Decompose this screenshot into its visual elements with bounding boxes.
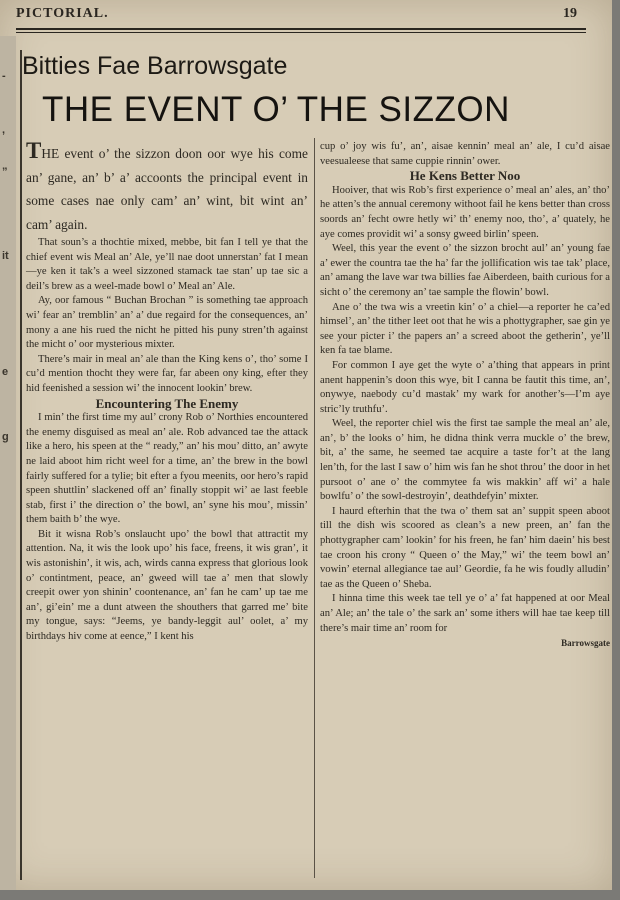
drop-cap: T — [26, 138, 42, 163]
column-divider — [314, 138, 315, 878]
margin-mark: g — [2, 431, 9, 443]
margin-mark: , — [2, 124, 6, 136]
paragraph: That soun’s a thochtie mixed, mebbe, bit fan I tell ye that the chief event wis Meal an’ Ale, ye’ll nae doot unnerstan’ fat I mean—ye ken it tak’s a weel sizzoned stamack tae stan’ up tae sic a deil’s brew as a weel-made bowl o’ Meal an’ Ale. — [26, 237, 308, 292]
article-column-right — [320, 140, 610, 651]
paragraph: Ane o’ the twa wis a vreetin kin’ o’ a chiel—a reporter he ca’ed himsel’, an’ the tither leet oot that he wis a phottygrapher, sae gin ye see your picter i’ the papers an’ a screed aboot the getherin’, ye’ll ken fa tae blame. — [320, 301, 610, 357]
paragraph: For common I aye get the wyte o’ a’thing that appears in print anent happenin’s doon this wye, bit I canna be fautit this time, an’, onywye, naebody cu’d mastak’ my wark for another’s—I’m aye stric’ly truthfu’. — [320, 359, 610, 415]
margin-mark: it — [2, 250, 9, 262]
header-rule — [16, 28, 586, 30]
article-column-left — [26, 138, 308, 645]
margin-mark: e — [2, 366, 9, 378]
margin-mark: - — [2, 70, 6, 82]
paragraph: cup o’ joy wis fu’, an’, aisae kennin’ meal an’ ale, I cu’d aisae veesualeese that same cuppie rinnin’ ower. — [320, 141, 610, 167]
page-number: 19 — [563, 6, 577, 21]
paragraph: I hinna time this week tae tell ye o’ a’ fat happened at oor Meal an’ Ale; an’ the tale o’ the sark an’ some ithers will hae tae keep till there’s mair time an’ room for — [320, 593, 610, 634]
paragraph: I haurd efterhin that the twa o’ them sat an’ suppit speen aboot till the dish wis scoored as clean’s a new preen, an’ fan the phottygrapher cam’ lookin’ for his freen, he fan’ him daein’ his best tae croon his crony “ Queen o’ the May,” wi’ the teem bowl an’ vowin’ eternal allegiance tae aul’ Geordie, fa he wis foudly alludin’ tae as the Queen o’ Sheba. — [320, 505, 610, 590]
lead-text: HE event o’ the sizzon doon oor wye his come an’ gane, an’ b’ a’ accoonts the principal event in some cases nae only cam’ an’ wint, bit wint an’ cam’ again. — [26, 146, 308, 232]
subheading: Encountering The Enemy — [95, 395, 239, 411]
article-left-border — [20, 50, 22, 880]
paragraph: Hooiver, that wis Rob’s first experience o’ meal an’ ales, an’ tho’ he atten’s the annual ceremony withoot fail he kens better than cross soords an’ fecht owre hetly wi’ th’ enemy noo, tho’, a’ quately, he aye comes providit wi’ a sonsy gweed birlin’ speen. — [320, 184, 610, 240]
paragraph: Ay, oor famous “ Buchan Brochan ” is something tae approach wi’ fear an’ tremblin’ an’ a’ due regaird for the consequences, an’ mony a ane his rued the nicht he pitted his puny stren’th against the micht o’ oor mysterious mixter. — [26, 295, 308, 351]
column-title: Bitties Fae Barrowsgate — [22, 52, 288, 80]
paragraph: I min’ the first time my aul’ crony Rob o’ Northies encountered the enemy disguised as meal an’ ale. Rob advanced tae the attack like a hero, his speen at the “ ready,” an’ his mou’ ditto, an’ awyte ne laid aboot him richt weel for a time, an’ the brew in the bowl fairly suffered for a tylie; bit efter a fyou meenits, oor hero’s rapid speen shuttlin’ slackened off an’ finally stoppit wi’ ae last feeble stab, first i’ the direction o’ the bowl, an’ syne his mou’, missin’ them baith b’ the wye. — [26, 412, 308, 526]
subheading: He Kens Better Noo — [409, 168, 521, 184]
margin-mark: ” — [2, 166, 8, 178]
header-rule-thin — [16, 32, 586, 33]
paragraph: Bit it wisna Rob’s onslaucht upo’ the bowl that attractit my attention. Na, it wis the look upo’ his face, freens, it wis gran’, it wis astonishin’, it wis, ach, wirds canna express that glorious look o’ contintment, peace, an’ gweed will tae a’ men that slowly creepit ower yon shinin’ coontenance, an’ fan he cam’ up tae me an’, gi’ein’ me a dunt atween the shouthers that garred me’ bite my tongue, says: “Jeems, ye bandy-leggit aul’ oolet, a’ my birthdays hiv come at eence,” I kent his — [26, 528, 308, 643]
paragraph: Weel, the reporter chiel wis the first tae sample the meal an’ ale, an’, b’ the looks o’ him, he didna think verra muckle o’ the brew, bit, a’ the same, he seemed tae acquire a taste for’t at the lang len’th, for the last I saw o’ him wis fan he shot throu’ the door in het pursoot o’ ane o’ the commytee fa wis makkin’ aff wi’ a hale bowlfu’ o’ the sowl-destroyin’, deathdefyin’ mixter. — [320, 418, 610, 503]
author-signature: Barrowsgate — [561, 638, 610, 649]
publication-name: PICTORIAL. — [16, 6, 109, 21]
paragraph: Weel, this year the event o’ the sizzon brocht aul’ an’ young fae a’ ewer the countra tae the ha’ far the jollification wis tae tak’ place, an’ amang the lave war twa billies fae Aiberdeen, baith curious for a sicht o’ the ceremony an’ tae sample the flowin’ bowl. — [320, 243, 610, 298]
article-headline: THE EVENT O’ THE SIZZON — [42, 90, 510, 129]
adjacent-page-margin — [0, 36, 16, 890]
paragraph: There’s mair in meal an’ ale than the King kens o’, tho’ some I cu’d mention thocht they were far, far abeen ony king, efter they hid feenished a session wi’ the innocent lookin’ brew. — [26, 353, 308, 394]
lead-paragraph — [26, 138, 308, 236]
